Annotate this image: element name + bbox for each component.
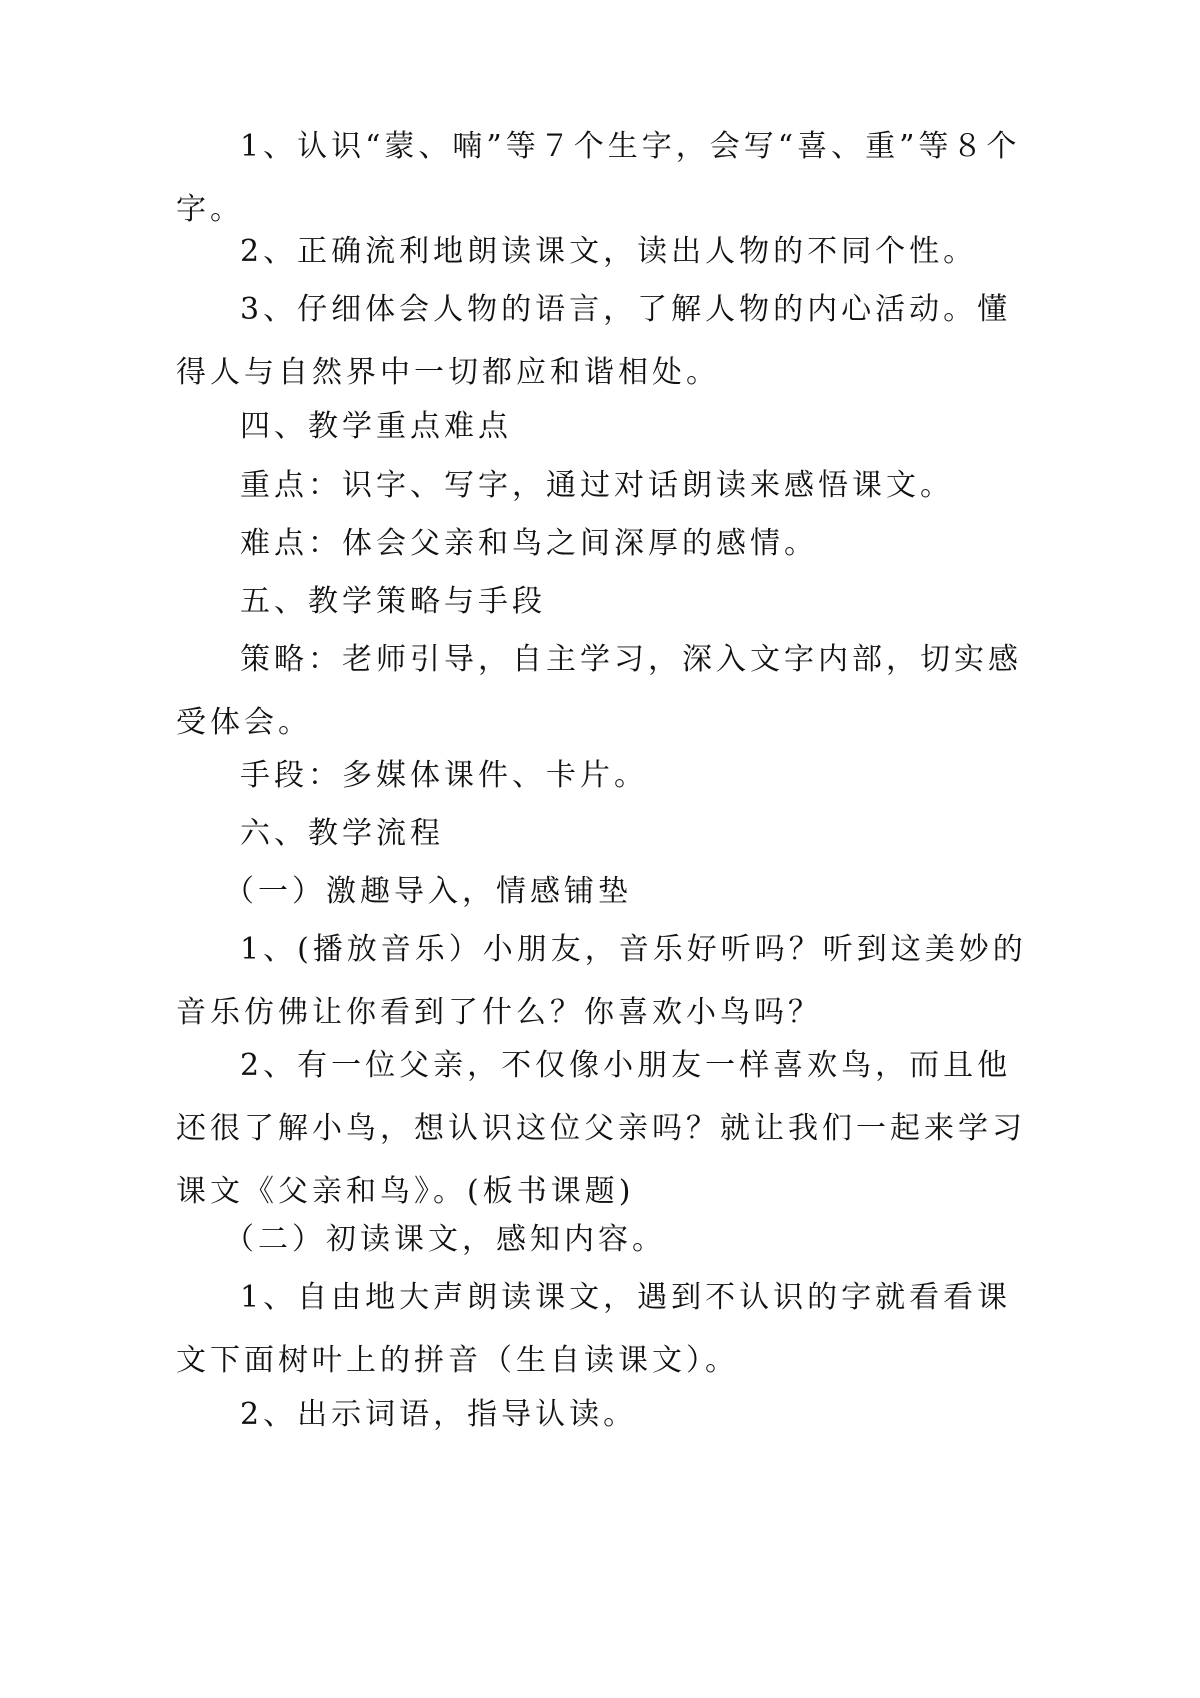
section-heading-process: 六、教学流程	[240, 816, 444, 851]
key-point: 重点：识字、写字，通过对话朗读来感悟课文。	[240, 468, 954, 503]
strategy-text: 策略：老师引导，自主学习，深入文字内部，切实感受体会。	[176, 642, 1022, 740]
section-heading-key-points: 四、教学重点难点	[240, 409, 512, 444]
reading-step-2: 2、出示词语，指导认读。	[240, 1397, 638, 1432]
means-text: 手段：多媒体课件、卡片。	[240, 758, 648, 793]
intro-step-1: 1、(播放音乐）小朋友，音乐好听吗？听到这美妙的音乐仿佛让你看到了什么？你喜欢小鸟吗？	[176, 932, 1027, 1030]
subsection-heading-intro: （一）激趣导入，情感铺垫	[224, 874, 632, 909]
difficult-point: 难点：体会父亲和鸟之间深厚的感情。	[240, 526, 818, 561]
objective-2: 2、正确流利地朗读课文，读出人物的不同个性。	[240, 234, 978, 269]
objective-1: 1、认识“蒙、喃”等７个生字，会写“喜、重”等８个字。	[176, 129, 1021, 227]
intro-step-2: 2、有一位父亲，不仅像小朋友一样喜欢鸟，而且他还很了解小鸟，想认识这位父亲吗？就让我们一起来学习课文《父亲和鸟》。(板书课题)	[176, 1048, 1026, 1209]
section-heading-strategy: 五、教学策略与手段	[240, 584, 546, 619]
subsection-heading-first-reading: （二）初读课文，感知内容。	[224, 1222, 666, 1257]
objective-3: 3、仔细体会人物的语言，了解人物的内心活动。懂得人与自然界中一切都应和谐相处。	[176, 292, 1012, 390]
reading-step-1: 1、自由地大声朗读课文，遇到不认识的字就看看课文下面树叶上的拼音（生自读课文）。	[176, 1280, 1012, 1378]
